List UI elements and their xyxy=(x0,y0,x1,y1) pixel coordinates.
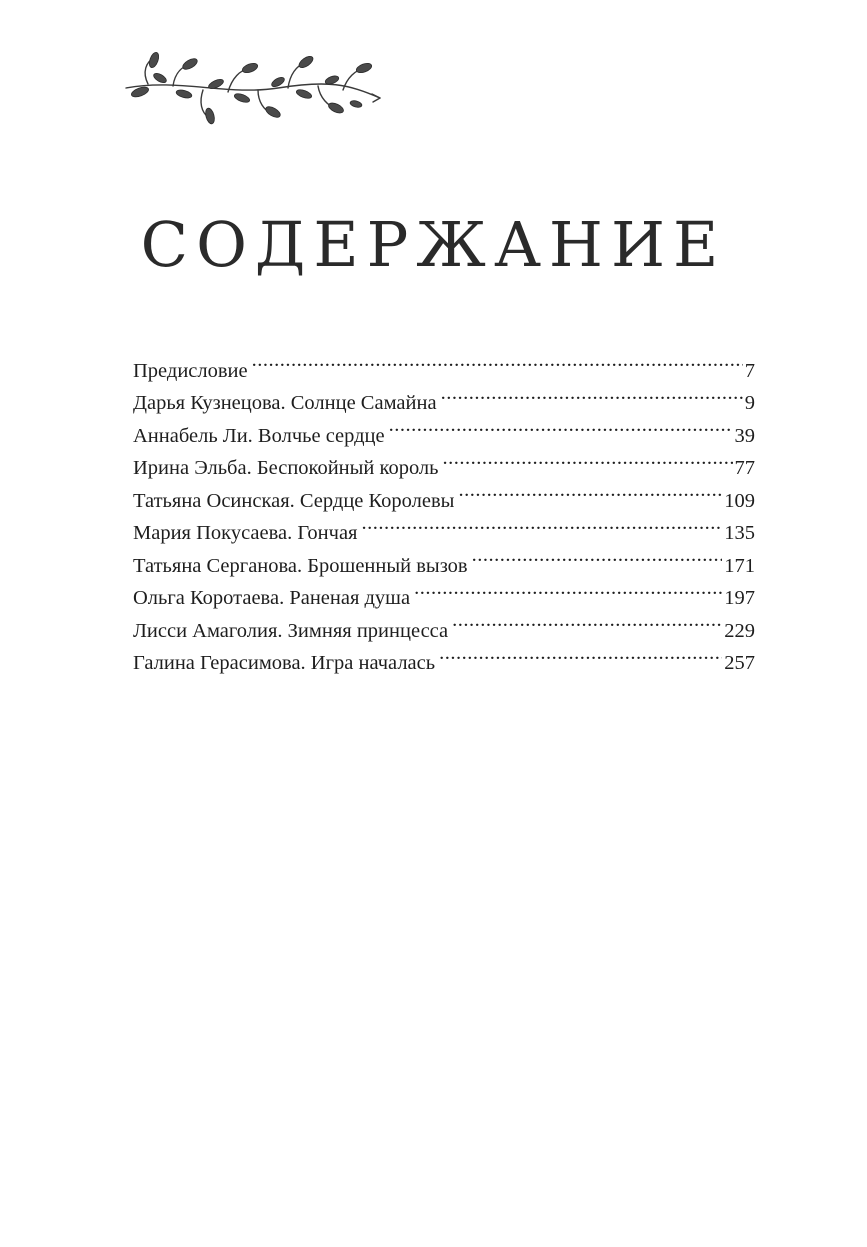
toc-entry-title: Дарья Кузнецова. Солнце Самайна xyxy=(133,392,437,414)
page-title: СОДЕРЖАНИЕ xyxy=(140,207,727,281)
dot-leader xyxy=(414,572,722,605)
toc-entry-title: Галина Герасимова. Игра началась xyxy=(133,652,436,674)
toc-entry[interactable] xyxy=(133,344,755,382)
dot-leader xyxy=(362,507,723,540)
toc-entry-title: Предисловие xyxy=(133,359,248,382)
toc-entry-page: 229 xyxy=(724,619,755,642)
toc-entry-page: 135 xyxy=(724,522,755,544)
toc-entry-title: Мария Покусаева. Гончая xyxy=(133,522,358,544)
dot-leader xyxy=(441,377,743,410)
toc-entry-page: 7 xyxy=(744,359,755,382)
toc-entry-title: Татьяна Серганова. Брошенный вызов xyxy=(133,554,468,577)
dot-leader xyxy=(252,344,743,377)
toc-entry-page: 257 xyxy=(724,652,755,674)
toc-entry-page: 197 xyxy=(724,587,755,609)
dot-leader xyxy=(452,604,722,637)
toc-entry-title: Ирина Эльба. Беспокойный король xyxy=(133,457,439,479)
toc-entry-title: Лисси Амаголия. Зимняя принцесса xyxy=(133,619,449,642)
toc-entry-title: Ольга Коротаева. Раненая душа xyxy=(133,587,411,609)
toc-entry-page: 109 xyxy=(724,489,755,512)
toc-entry-title: Татьяна Осинская. Сердце Королевы xyxy=(133,489,455,512)
table-of-contents xyxy=(133,344,755,674)
dot-leader xyxy=(458,474,722,507)
toc-entry-page: 9 xyxy=(744,392,755,414)
toc-entry-title: Аннабель Ли. Волчье сердце xyxy=(133,424,385,447)
toc-entry-page: 39 xyxy=(734,424,755,447)
dot-leader xyxy=(389,409,733,442)
dot-leader xyxy=(443,442,733,475)
toc-entry-page: 171 xyxy=(724,554,755,577)
toc-entry-page: 77 xyxy=(734,457,755,479)
floral-branch-icon xyxy=(118,48,388,126)
dot-leader xyxy=(472,539,723,572)
dot-leader xyxy=(439,637,722,670)
